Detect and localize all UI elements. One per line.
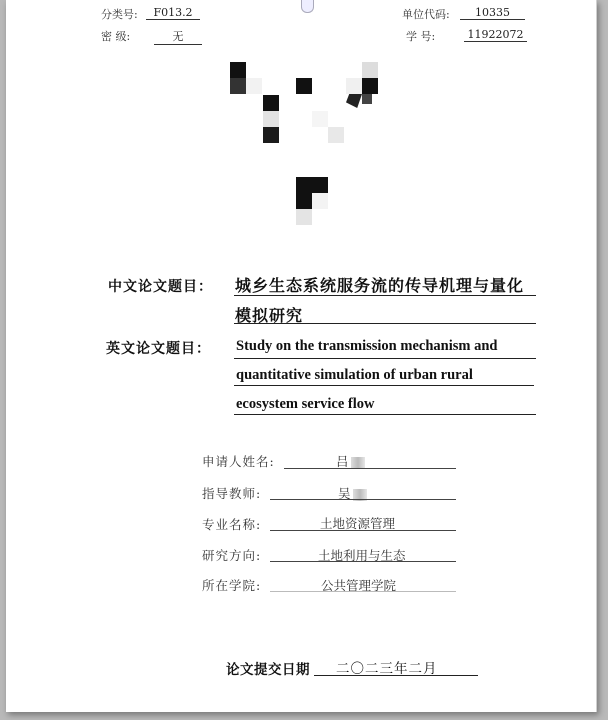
cn-title-line2: 模拟研究 bbox=[235, 306, 304, 325]
secrecy-value: 无 bbox=[154, 28, 202, 45]
direction-value: 土地利用与生态 bbox=[318, 548, 406, 563]
advisor-label: 指导教师: bbox=[202, 486, 262, 501]
college-underline bbox=[270, 591, 456, 592]
secrecy-label: 密 级: bbox=[101, 30, 131, 43]
redacted-mark bbox=[351, 457, 365, 469]
cn-title-label: 中文论文题目： bbox=[108, 279, 213, 295]
class-number-value: F013.2 bbox=[146, 6, 200, 20]
submission-date-underline bbox=[314, 675, 478, 676]
advisor-underline bbox=[270, 499, 456, 500]
direction-label: 研究方向: bbox=[202, 548, 262, 563]
applicant-underline bbox=[284, 468, 456, 469]
direction-underline bbox=[270, 561, 456, 562]
major-label: 专业名称: bbox=[202, 517, 262, 532]
en-title-line3: ecosystem service flow bbox=[236, 396, 375, 412]
unit-code-label: 单位代码: bbox=[402, 8, 450, 21]
page-top-marker bbox=[301, 0, 314, 13]
major-value: 土地资源管理 bbox=[320, 516, 396, 531]
applicant-name: 吕 bbox=[336, 454, 349, 469]
cn-title-line1: 城乡生态系统服务流的传导机理与量化 bbox=[235, 276, 525, 295]
en-title-label: 英文论文题目： bbox=[106, 341, 211, 357]
en-title-line2: quantitative simulation of urban rural bbox=[236, 367, 473, 383]
advisor-name: 吴 bbox=[338, 486, 351, 501]
en-title-line1: Study on the transmission mechanism and bbox=[236, 338, 498, 354]
submission-date-value: 二〇二三年二月 bbox=[336, 661, 438, 677]
en-title-underline-2 bbox=[234, 385, 534, 386]
college-value: 公共管理学院 bbox=[321, 578, 397, 593]
cn-title-underline-1 bbox=[234, 295, 536, 296]
major-underline bbox=[270, 530, 456, 531]
document-page bbox=[6, 0, 597, 712]
en-title-underline-3 bbox=[234, 414, 536, 415]
cn-title-underline-2 bbox=[234, 323, 536, 324]
unit-code-value: 10335 bbox=[460, 6, 525, 20]
submission-date-label: 论文提交日期 bbox=[226, 662, 310, 678]
applicant-label: 申请人姓名: bbox=[202, 454, 275, 469]
en-title-underline-1 bbox=[234, 358, 536, 359]
class-number-label: 分类号: bbox=[101, 8, 138, 21]
student-number-value: 11922072 bbox=[464, 28, 527, 42]
college-label: 所在学院: bbox=[202, 578, 262, 593]
student-number-label: 学 号: bbox=[406, 30, 436, 43]
